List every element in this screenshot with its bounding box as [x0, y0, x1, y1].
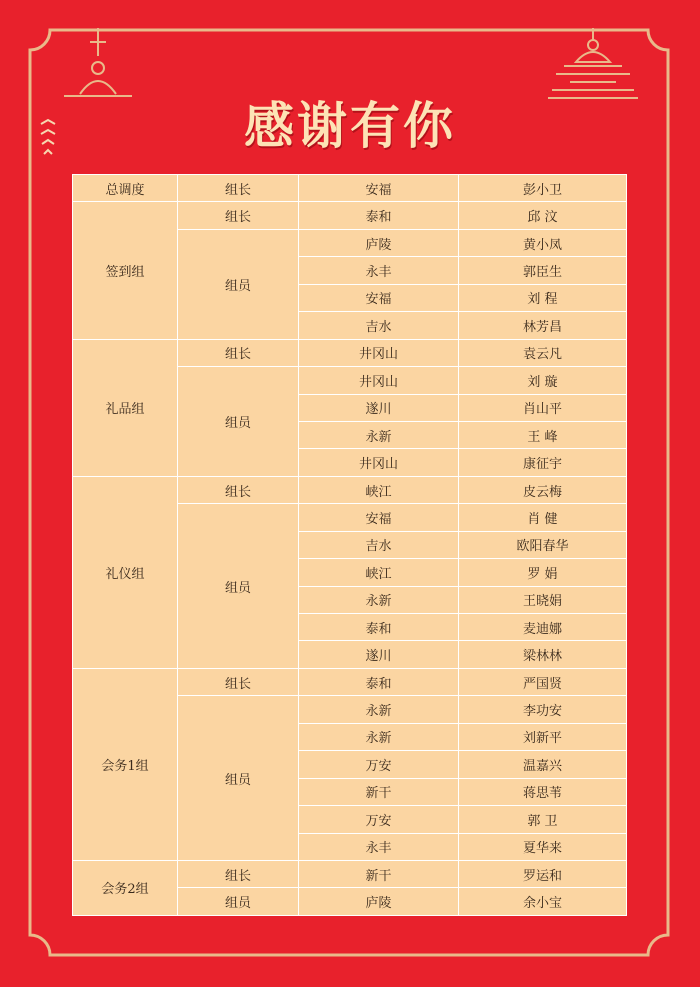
person-cell: 刘新平 — [459, 723, 627, 750]
person-cell: 郭 卫 — [459, 806, 627, 833]
person-cell: 欧阳春华 — [459, 531, 627, 558]
person-cell: 温嘉兴 — [459, 751, 627, 778]
person-cell: 王 峰 — [459, 421, 627, 448]
place-cell: 安福 — [299, 175, 459, 202]
group-name-cell: 礼品组 — [73, 339, 178, 476]
table-row — [73, 476, 627, 503]
place-cell: 永新 — [299, 696, 459, 723]
staff-table — [72, 174, 627, 916]
table-row — [73, 339, 627, 366]
place-cell: 安福 — [299, 284, 459, 311]
place-cell: 井冈山 — [299, 339, 459, 366]
person-cell: 梁林林 — [459, 641, 627, 668]
place-cell: 泰和 — [299, 614, 459, 641]
place-cell: 峡江 — [299, 559, 459, 586]
role-cell: 组长 — [178, 476, 299, 503]
place-cell: 新干 — [299, 778, 459, 805]
person-cell: 彭小卫 — [459, 175, 627, 202]
place-cell: 永新 — [299, 586, 459, 613]
place-cell: 新干 — [299, 860, 459, 887]
place-cell: 泰和 — [299, 668, 459, 695]
person-cell: 袁云凡 — [459, 339, 627, 366]
table-row — [73, 202, 627, 229]
table-row — [73, 860, 627, 887]
place-cell: 遂川 — [299, 641, 459, 668]
place-cell: 万安 — [299, 806, 459, 833]
place-cell: 永丰 — [299, 833, 459, 860]
person-cell: 罗运和 — [459, 860, 627, 887]
role-cell: 组长 — [178, 202, 299, 229]
person-cell: 麦迪娜 — [459, 614, 627, 641]
person-cell: 夏华来 — [459, 833, 627, 860]
role-cell: 组员 — [178, 229, 299, 339]
person-cell: 皮云梅 — [459, 476, 627, 503]
group-name-cell: 签到组 — [73, 202, 178, 339]
group-name-cell: 会务2组 — [73, 860, 178, 915]
table-row — [73, 668, 627, 695]
person-cell: 王晓娟 — [459, 586, 627, 613]
person-cell: 康征宇 — [459, 449, 627, 476]
place-cell: 庐陵 — [299, 888, 459, 916]
person-cell: 李功安 — [459, 696, 627, 723]
place-cell: 峡江 — [299, 476, 459, 503]
place-cell: 永新 — [299, 421, 459, 448]
person-cell: 蒋思苇 — [459, 778, 627, 805]
person-cell: 林芳昌 — [459, 312, 627, 339]
place-cell: 万安 — [299, 751, 459, 778]
place-cell: 安福 — [299, 504, 459, 531]
person-cell: 郭臣生 — [459, 257, 627, 284]
staff-table-body — [73, 175, 627, 916]
place-cell: 吉水 — [299, 312, 459, 339]
person-cell: 黄小凤 — [459, 229, 627, 256]
person-cell: 肖山平 — [459, 394, 627, 421]
place-cell: 井冈山 — [299, 449, 459, 476]
person-cell: 邱 汶 — [459, 202, 627, 229]
role-cell: 组长 — [178, 860, 299, 887]
staff-table-container — [72, 174, 626, 916]
place-cell: 永新 — [299, 723, 459, 750]
group-name-cell: 总调度 — [73, 175, 178, 202]
table-row — [73, 175, 627, 202]
role-cell: 组员 — [178, 888, 299, 916]
person-cell: 余小宝 — [459, 888, 627, 916]
person-cell: 刘 程 — [459, 284, 627, 311]
place-cell: 泰和 — [299, 202, 459, 229]
place-cell: 庐陵 — [299, 229, 459, 256]
role-cell: 组长 — [178, 339, 299, 366]
place-cell: 吉水 — [299, 531, 459, 558]
person-cell: 严国贤 — [459, 668, 627, 695]
page-title: 感谢有你 — [244, 97, 456, 155]
role-cell: 组员 — [178, 696, 299, 861]
role-cell: 组长 — [178, 668, 299, 695]
person-cell: 罗 娟 — [459, 559, 627, 586]
person-cell: 刘 璇 — [459, 367, 627, 394]
group-name-cell: 会务1组 — [73, 668, 178, 860]
role-cell: 组长 — [178, 175, 299, 202]
role-cell: 组员 — [178, 504, 299, 669]
place-cell: 井冈山 — [299, 367, 459, 394]
place-cell: 永丰 — [299, 257, 459, 284]
group-name-cell: 礼仪组 — [73, 476, 178, 668]
place-cell: 遂川 — [299, 394, 459, 421]
person-cell: 肖 健 — [459, 504, 627, 531]
role-cell: 组员 — [178, 367, 299, 477]
